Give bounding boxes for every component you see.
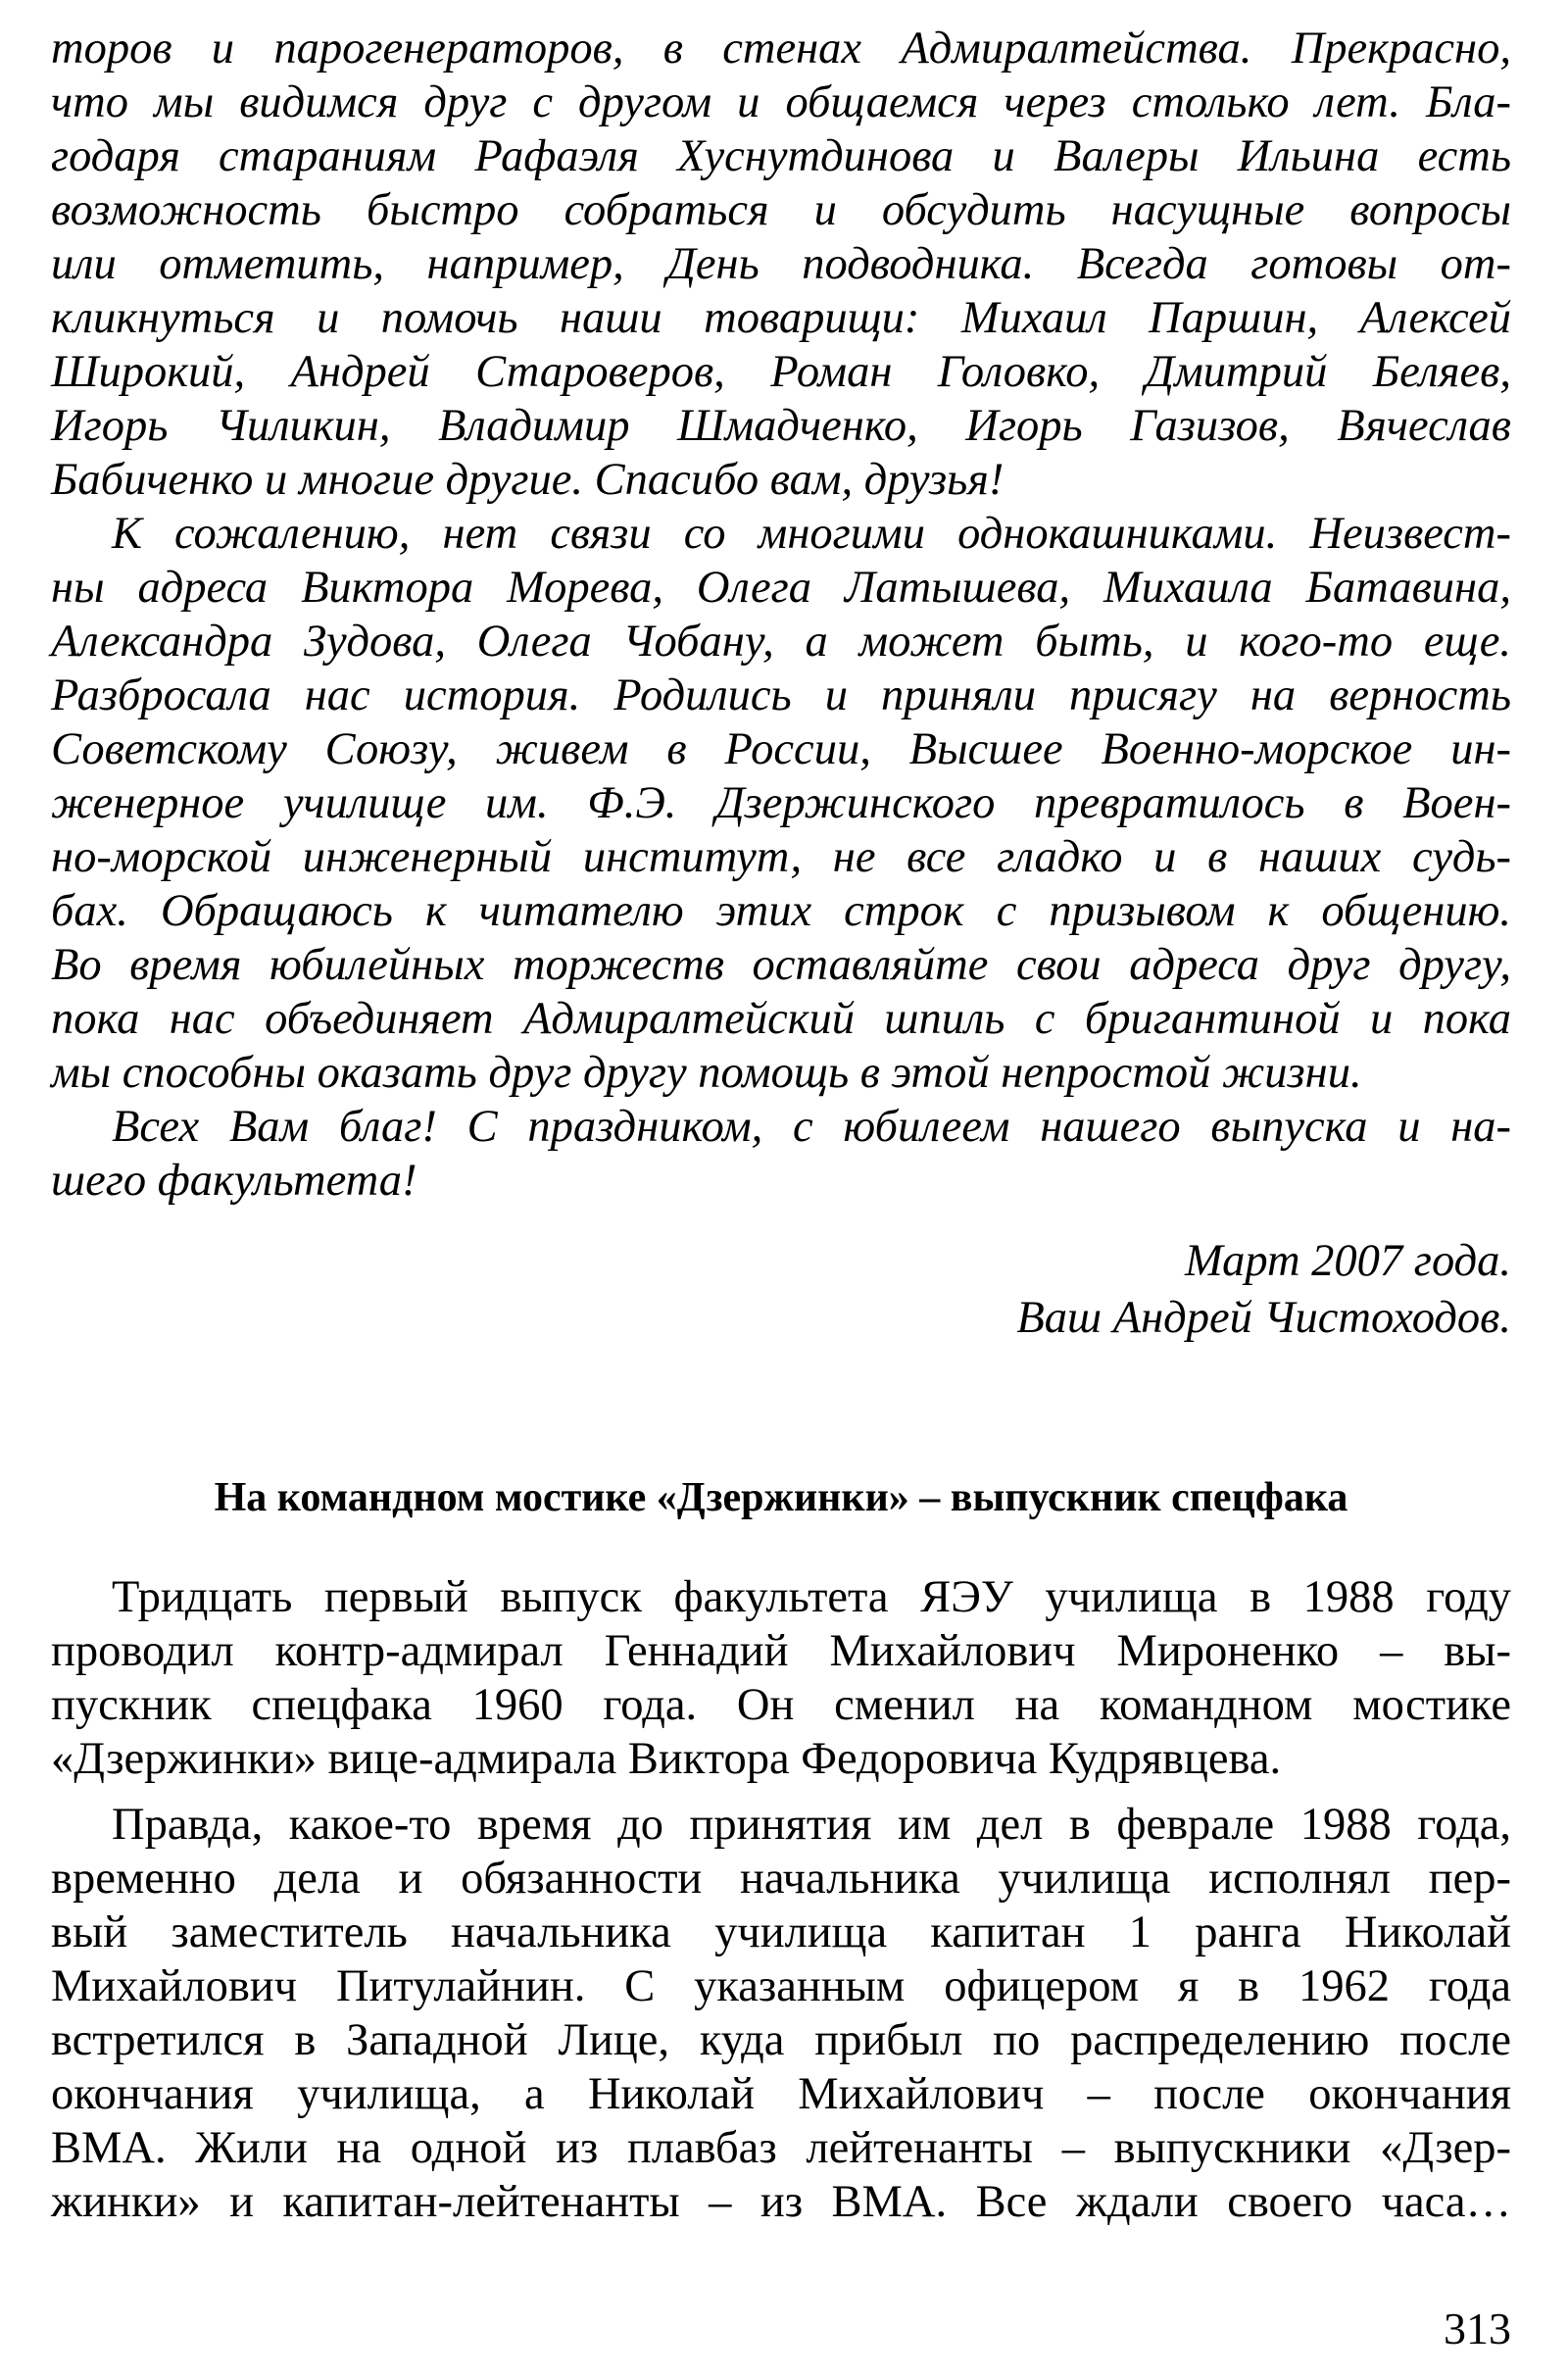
signature-block: [51, 1233, 1511, 1347]
text-line: Всех Вам благ! С праздником, с юбилеем нашего выпуска и на-: [112, 1102, 1511, 1152]
text-line: Тридцать первый выпуск факультета ЯЭУ училища в 1988 году: [112, 1572, 1511, 1622]
section-body-text: [51, 1570, 1511, 2229]
text-line: бах. Обращаюсь к читателю этих строк с призывом к общению.: [51, 886, 1511, 936]
text-line: шего факультета!: [51, 1156, 417, 1206]
text-line: жинки» и капитан-лейтенанты – из ВМА. Все ждали своего часа…: [51, 2177, 1511, 2227]
text-line: ВМА. Жили на одной из плавбаз лейтенанты – выпускники «Дзер-: [51, 2123, 1511, 2173]
text-line: встретился в Западной Лице, куда прибыл по распределению после: [51, 2015, 1511, 2065]
text-line: проводил контр-адмирал Геннадий Михайлович Мироненко – вы-: [51, 1626, 1511, 1676]
text-line: Правда, какое-то время до принятия им дел в феврале 1988 года,: [112, 1800, 1511, 1850]
page-number: 313: [1444, 2303, 1511, 2353]
text-line: Широкий, Андрей Староверов, Роман Головко, Дмитрий Беляев,: [51, 347, 1511, 397]
text-line: временно дела и обязанности начальника училища исполнял пер-: [51, 1854, 1511, 1904]
text-line: Бабиченко и многие другие. Спасибо вам, друзья!: [51, 455, 1004, 505]
text-line: ны адреса Виктора Морева, Олега Латышева, Михаила Батавина,: [51, 563, 1511, 613]
text-line: Разбросала нас история. Родились и приняли присягу на верность: [51, 670, 1511, 720]
text-line: женерное училище им. Ф.Э. Дзержинского превратилось в Воен-: [51, 778, 1511, 828]
text-line: «Дзержинки» вице-адмирала Виктора Федоровича Кудрявцева.: [51, 1734, 1282, 1784]
text-line: торов и парогенераторов, в стенах Адмиралтейства. Прекрасно,: [51, 24, 1511, 74]
text-line: Михайлович Питулайнин. С указанным офицером я в 1962 года: [51, 1961, 1511, 2011]
text-line: но-морской инженерный институт, не все гладко и в наших судь-: [51, 832, 1511, 882]
signature-date: Март 2007 года.: [1185, 1236, 1511, 1286]
text-line: возможность быстро собраться и обсудить насущные вопросы: [51, 185, 1511, 235]
text-line: вый заместитель начальника училища капитан 1 ранга Николай: [51, 1907, 1511, 1957]
text-line: мы способны оказать друг другу помощь в этой непростой жизни.: [51, 1048, 1362, 1098]
text-line: Во время юбилейных торжеств оставляйте свои адреса друг другу,: [51, 940, 1511, 990]
text-line: или отметить, например, День подводника. Всегда готовы от-: [51, 239, 1511, 289]
text-line: Александра Зудова, Олега Чобану, а может быть, и кого-то еще.: [51, 617, 1511, 667]
text-line: пускник спецфака 1960 года. Он сменил на командном мостике: [51, 1680, 1511, 1730]
memoir-italic-text: [51, 22, 1511, 1208]
paragraph-gap: [51, 1786, 1511, 1798]
text-line: годаря стараниям Рафаэля Хуснутдинова и Валеры Ильина есть: [51, 131, 1511, 181]
text-line: что мы видимся друг с другом и общаемся через столько лет. Бла-: [51, 77, 1511, 127]
text-line: К сожалению, нет связи со многими однокашниками. Неизвест-: [112, 509, 1511, 559]
text-line: кликнуться и помочь наши товарищи: Михаил Паршин, Алексей: [51, 293, 1511, 343]
text-line: пока нас объединяет Адмиралтейский шпиль с бригантиной и пока: [51, 994, 1511, 1044]
section-heading: На командном мостике «Дзержинки» – выпускник спецфака: [214, 1475, 1348, 1520]
text-line: окончания училища, а Николай Михайлович – после окончания: [51, 2069, 1511, 2119]
signature-author: Ваш Андрей Чистоходов.: [1016, 1293, 1511, 1343]
text-line: Советскому Союзу, живем в России, Высшее Военно-морское ин-: [51, 724, 1511, 774]
book-page: [51, 22, 1511, 2229]
text-line: Игорь Чиликин, Владимир Шмадченко, Игорь Газизов, Вячеслав: [51, 401, 1511, 451]
